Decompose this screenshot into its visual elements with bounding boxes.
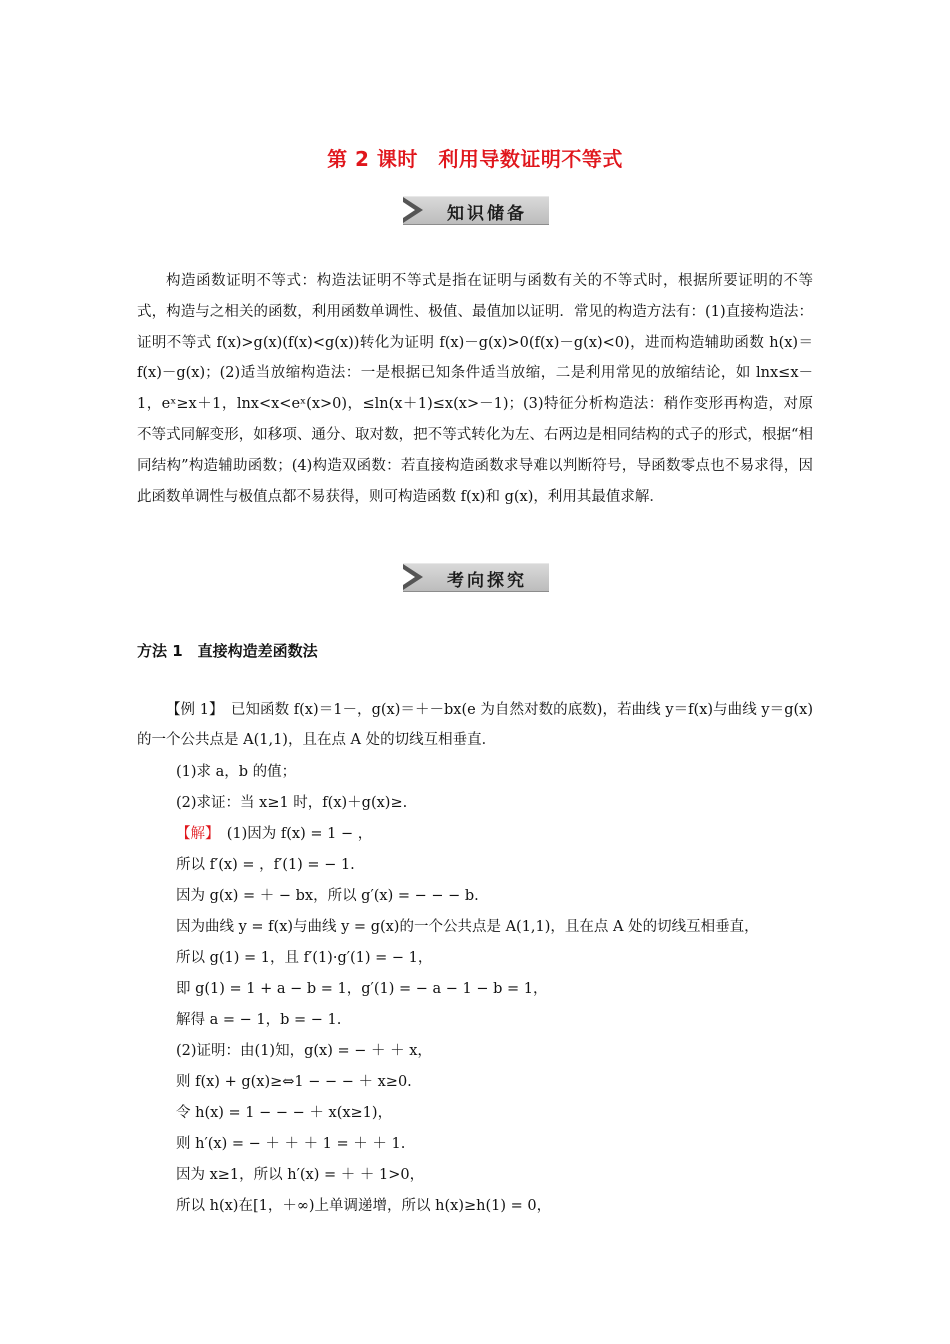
solution-label: 【解】	[176, 826, 213, 842]
method-heading: 方法 1 直接构造差函数法	[137, 642, 318, 660]
question-1: (1)求 a，b 的值；	[176, 764, 297, 780]
section-banner-label: 考向探究	[447, 571, 527, 591]
example-label: 【例 1】	[166, 702, 217, 718]
section-banner-label: 知识储备	[447, 204, 527, 224]
example-paragraph	[137, 695, 813, 755]
example-text: 已知函数 f(x)＝1－，g(x)＝＋－bx(e 为自然对数的底数)，若曲线 y＝f(x)与曲线 y＝g(x)的一个公共点是 A(1,1)，且在点 A 处的切线互相垂直．	[137, 702, 813, 748]
page-title: 第 2 课时 利用导数证明不等式	[327, 147, 623, 171]
arrow-icon-inner	[403, 202, 415, 218]
solution-line-5: 即 g(1) = 1 + a − b = 1，g′(1) = − a − 1 − b = 1，	[176, 981, 548, 997]
solution-line-12: 所以 h(x)在[1，＋∞)上单调递增，所以 h(x)≥h(1) = 0，	[176, 1198, 552, 1214]
question-2: (2)求证：当 x≥1 时，f(x)＋g(x)≥.	[176, 795, 408, 811]
solution-line-4: 所以 g(1) = 1，且 f′(1)·g′(1) = − 1，	[176, 950, 433, 966]
solution-line-6: 解得 a = − 1，b = − 1.	[176, 1012, 342, 1028]
solution-line-1: 所以 f′(x) = ，f′(1) = − 1.	[176, 857, 355, 873]
solution-line-11: 因为 x≥1，所以 h′(x) = ＋ ＋ 1>0，	[176, 1167, 425, 1183]
section-banner-knowledge	[403, 196, 549, 225]
solution-line-9: 令 h(x) = 1 − − − ＋ x(x≥1)，	[176, 1105, 393, 1121]
solution-line-0: 【解】 (1)因为 f(x) = 1 − ，	[176, 826, 373, 842]
solution-line-10: 则 h′(x) = − ＋ ＋ ＋ 1 = ＋ ＋ 1.	[176, 1136, 406, 1152]
section-banner-exploration	[403, 563, 549, 592]
solution-line-7: (2)证明：由(1)知，g(x) = − ＋ ＋ x，	[176, 1043, 432, 1059]
solution-line-2: 因为 g(x) = ＋ − bx，所以 g′(x) = − − − b.	[176, 888, 479, 904]
intro-paragraph: 构造函数证明不等式：构造法证明不等式是指在证明与函数有关的不等式时，根据所要证明的不等式，构造与之相关的函数，利用函数单调性、极值、最值加以证明．常见的构造方法有：(1)直接构造法：证明不等式 f(x)>g(x)(f(x)<g(x))转化为证明 f(x)－g(x)>0(f(x)－g(x)<0)，进而构造辅助函数 h(x)＝f(x)－g(x)；(2)适当放缩构造法：一是根据已知条件适当放缩，二是利用常见的放缩结论，如 lnx≤x－1，eˣ≥x＋1，lnx<x<eˣ(x>0)，≤ln(x＋1)≤x(x>－1)；(3)特征分析构造法：稍作变形再构造，对原不等式同解变形，如移项、通分、取对数，把不等式转化为左、右两边是相同结构的式子的形式，根据“相同结构”构造辅助函数；(4)构造双函数：若直接构造函数求导难以判断符号，导函数零点也不易求得，因此函数单调性与极值点都不易获得，则可构造函数 f(x)和 g(x)，利用其最值求解．	[137, 273, 813, 505]
solution-line-8: 则 f(x) + g(x)≥⇔1 − − − ＋ x≥0.	[176, 1074, 412, 1090]
arrow-icon-inner	[403, 569, 415, 585]
solution-line-3: 因为曲线 y = f(x)与曲线 y = g(x)的一个公共点是 A(1,1)，且在点 A 处的切线互相垂直，	[176, 919, 759, 935]
